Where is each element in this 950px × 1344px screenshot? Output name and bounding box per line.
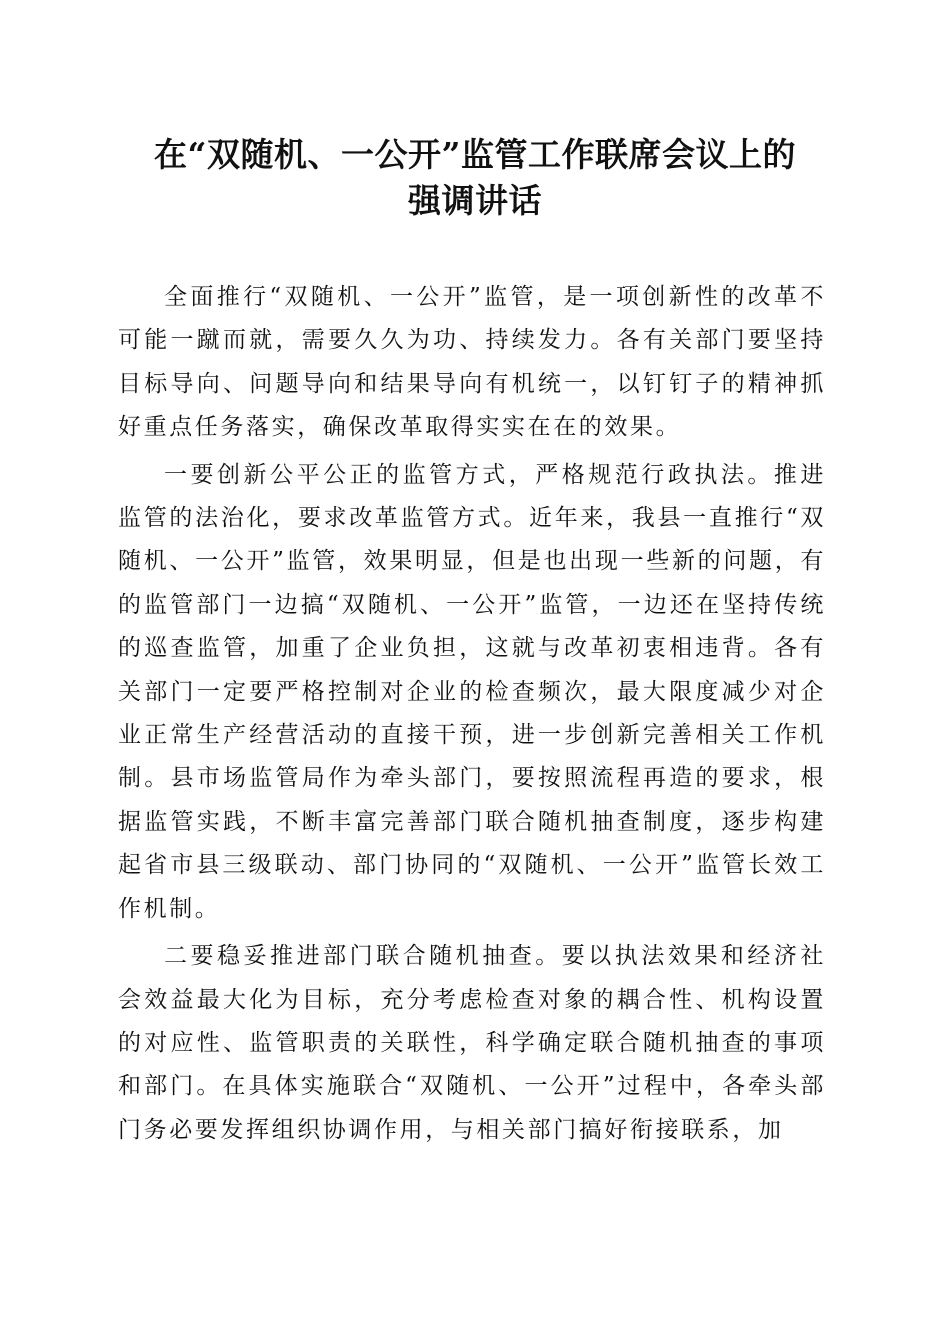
document-body — [118, 276, 826, 1152]
paragraph-point-two: 二要稳妥推进部门联合随机抽查。要以执法效果和经济社会效益最大化为目标，充分考虑检查对象的耦合性、机构设置的对应性、监管职责的关联性，科学确定联合随机抽查的事项和部门。在具体实施联合“双随机、一公开”过程中，各牵头部门务必要发挥组织协调作用，与相关部门搞好衔接联系，加 — [118, 943, 826, 1143]
title-line-1: 在“双随机、一公开”监管工作联席会议上的 — [154, 135, 796, 174]
title-line-2: 强调讲话 — [408, 181, 542, 220]
paragraph-intro: 全面推行“双随机、一公开”监管，是一项创新性的改革不可能一蹴而就，需要久久为功、持续发力。各有关部门要坚持目标导向、问题导向和结果导向有机统一，以钉钉子的精神抓好重点任务落实，确保改革取得实实在在的效果。 — [118, 284, 826, 441]
document-title — [110, 132, 840, 224]
paragraph-point-one: 一要创新公平公正的监管方式，严格规范行政执法。推进监管的法治化，要求改革监管方式。近年来，我县一直推行“双随机、一公开”监管，效果明显，但是也出现一些新的问题，有的监管部门一边搞“双随机、一公开”监管，一边还在坚持传统的巡查监管，加重了企业负担，这就与改革初衷相违背。各有关部门一定要严格控制对企业的检查频次，最大限度减少对企业正常生产经营活动的直接干预，进一步创新完善相关工作机制。县市场监管局作为牵头部门，要按照流程再造的要求，根据监管实践，不断丰富完善部门联合随机抽查制度，逐步构建起省市县三级联动、部门协同的“双随机、一公开”监管长效工作机制。 — [118, 461, 826, 922]
